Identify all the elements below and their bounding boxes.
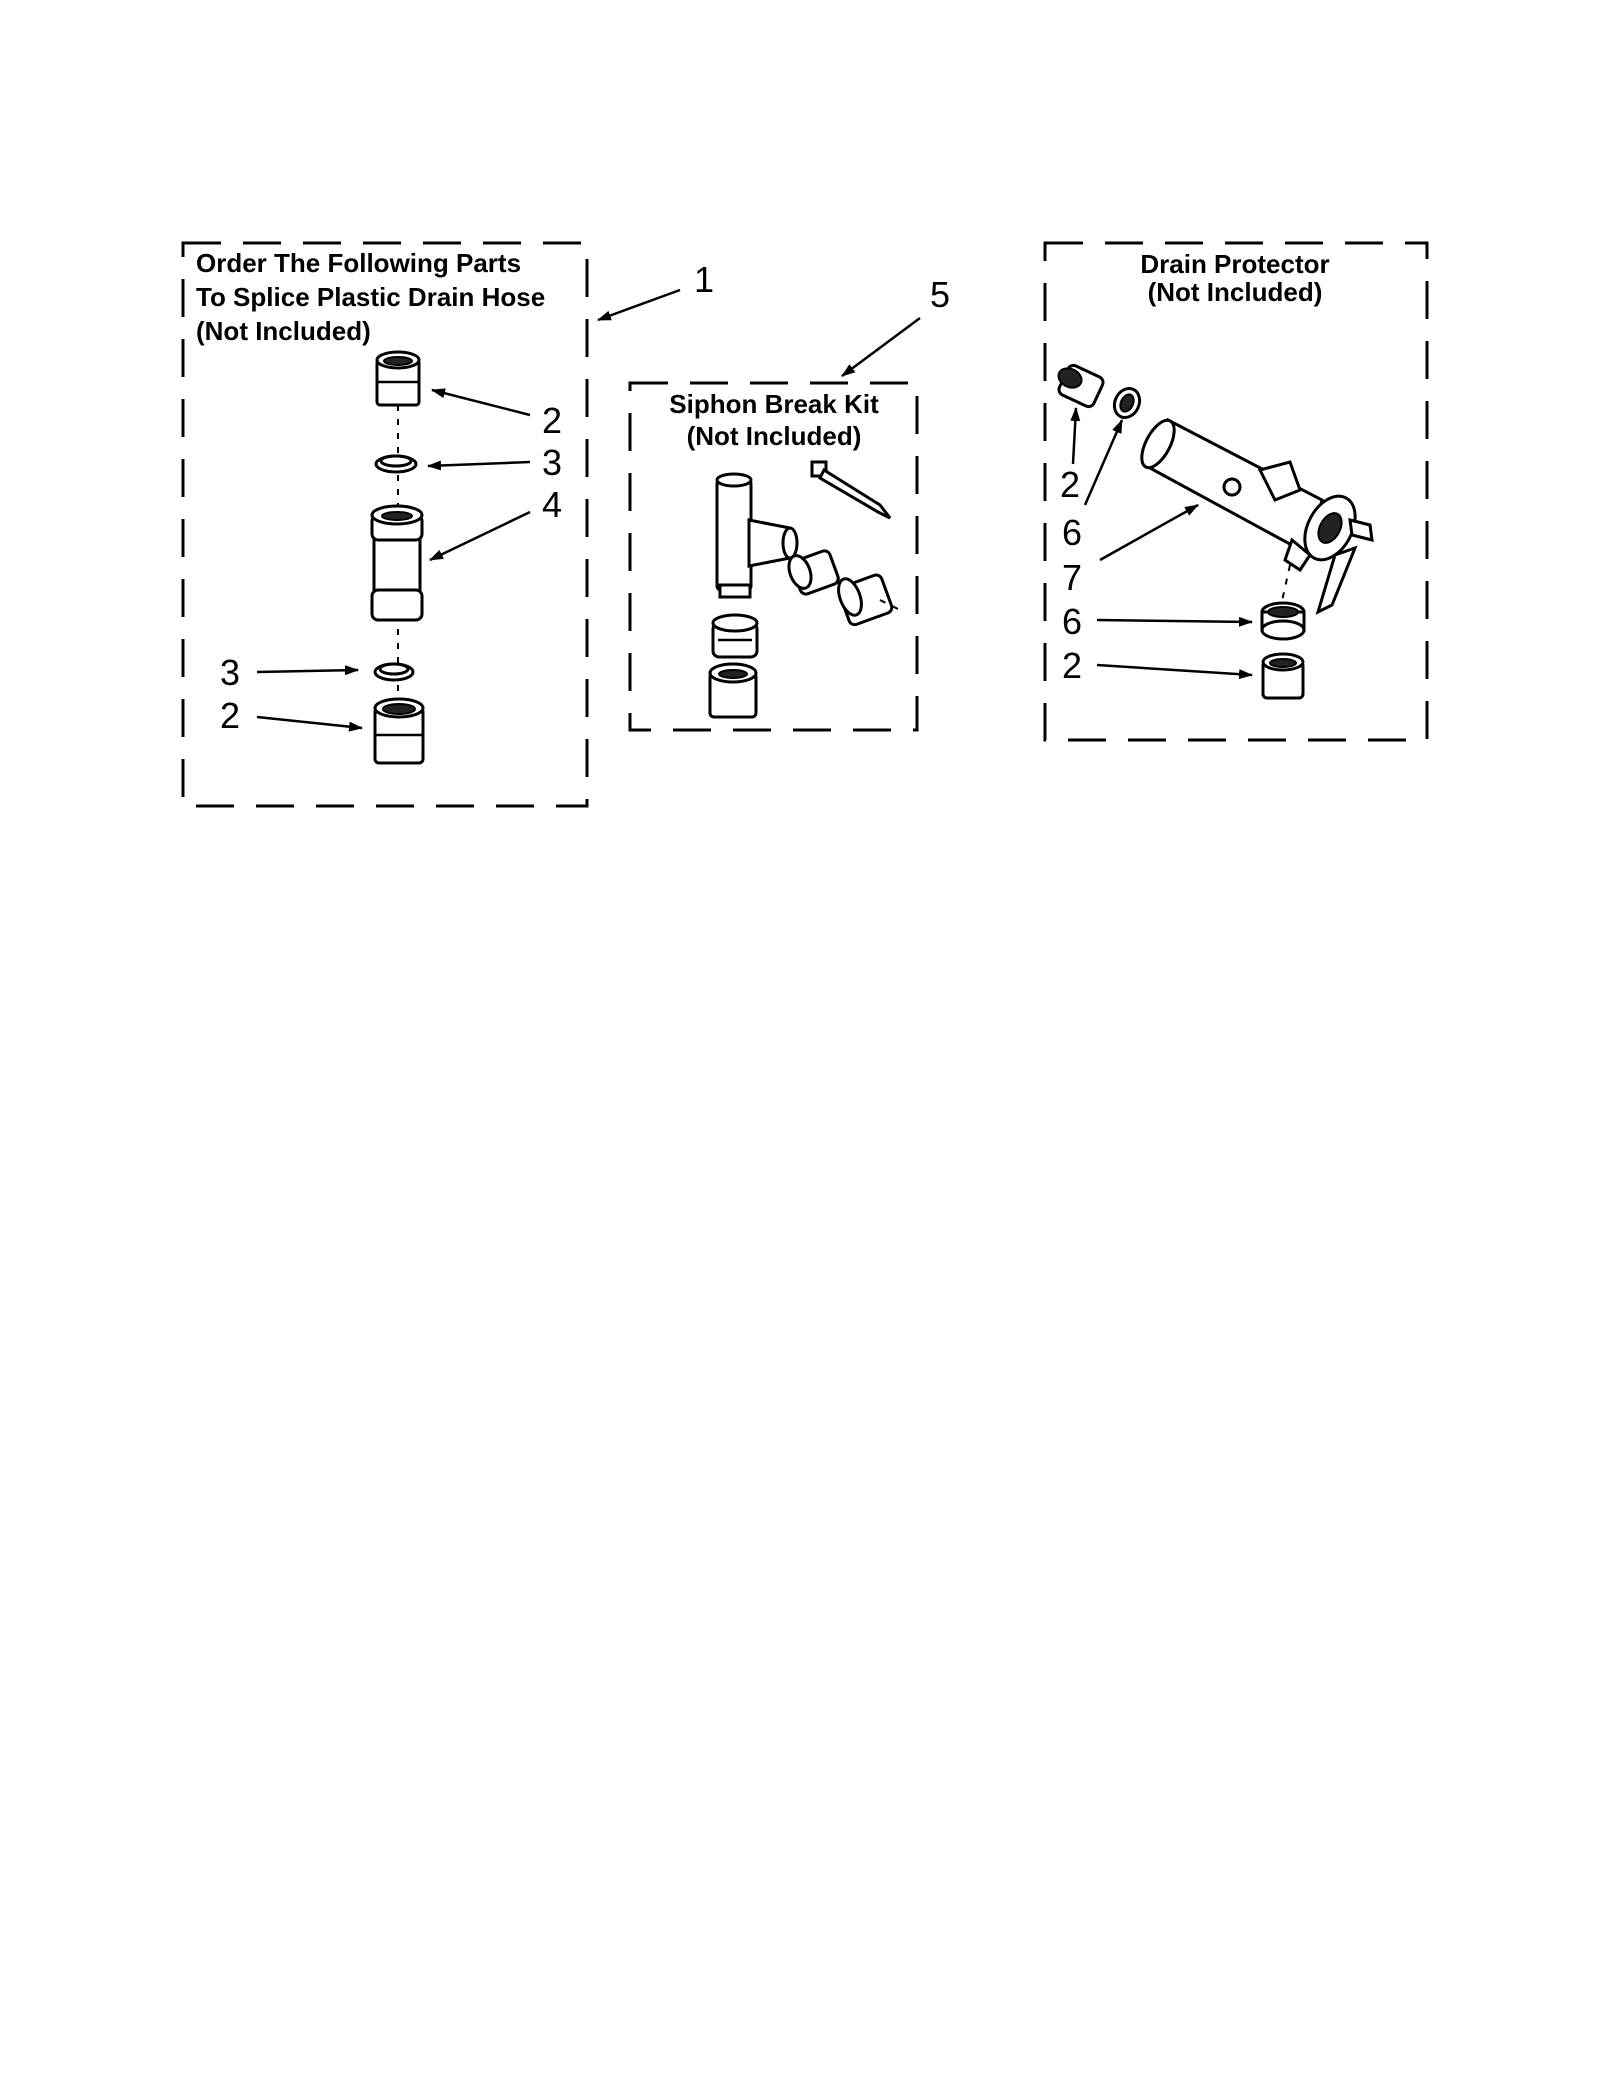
splice-clamp-bottom [375,664,413,680]
drain-protector-body [1135,415,1372,612]
drain-protector-coupling-lower [1263,654,1303,698]
callout-1: 1 [694,259,715,300]
splice-kit-box [183,243,587,806]
leader-5 [842,318,920,376]
leader-3b [257,670,358,672]
siphon-side-coupling [834,573,900,626]
siphon-side-nut [785,549,840,596]
splice-clamp-top [376,456,416,472]
siphon-tee-pipe [717,474,797,597]
siphon-break-kit-box [630,383,917,730]
leader-2a [432,390,530,415]
callout-5: 5 [930,274,951,315]
callout-4: 4 [542,484,563,525]
splice-coupling-bottom [375,699,423,763]
splice-coupling-top [377,352,419,405]
callout-3-splice-top: 3 [542,442,563,483]
callout-3-splice-bottom: 3 [220,652,241,693]
siphon-bottom-coupling [710,664,756,717]
callout-2-splice-top: 2 [542,400,563,441]
leader-2b [257,717,362,728]
callout-2-drain-lower: 2 [1062,645,1083,686]
callout-6-drain-lower: 6 [1062,601,1083,642]
drain-protector-coupling-upper [1055,363,1105,408]
leader-3a [428,462,530,466]
drain-protector-ring-upper [1110,384,1144,421]
callout-2-drain-upper: 2 [1060,464,1081,505]
leader-6b [1097,620,1252,622]
leader-6a [1085,420,1122,505]
callout-6-drain-upper: 6 [1062,512,1083,553]
drain-protector-title-line-1: Drain Protector [1140,249,1330,279]
siphon-cable-tie [812,462,890,518]
leader-7 [1100,505,1198,560]
siphon-bottom-nut [713,615,757,657]
drain-protector-ring-lower [1262,603,1304,639]
splice-kit-title-line-1: Order The Following Parts [196,248,522,278]
siphon-break-kit-title-line-2: (Not Included) [686,421,862,451]
leader-2c [1073,408,1076,464]
leader-4 [430,512,530,560]
splice-connector [372,506,422,620]
callout-2-splice-bottom: 2 [220,695,241,736]
callout-7: 7 [1062,557,1083,598]
drain-protector-title-line-2: (Not Included) [1147,277,1323,307]
splice-kit-title-line-3: (Not Included) [196,316,371,346]
leader-1 [598,290,680,320]
splice-kit-title-line-2: To Splice Plastic Drain Hose [196,282,546,312]
siphon-break-kit-title-line-1: Siphon Break Kit [669,389,879,419]
leader-2d [1097,665,1252,675]
